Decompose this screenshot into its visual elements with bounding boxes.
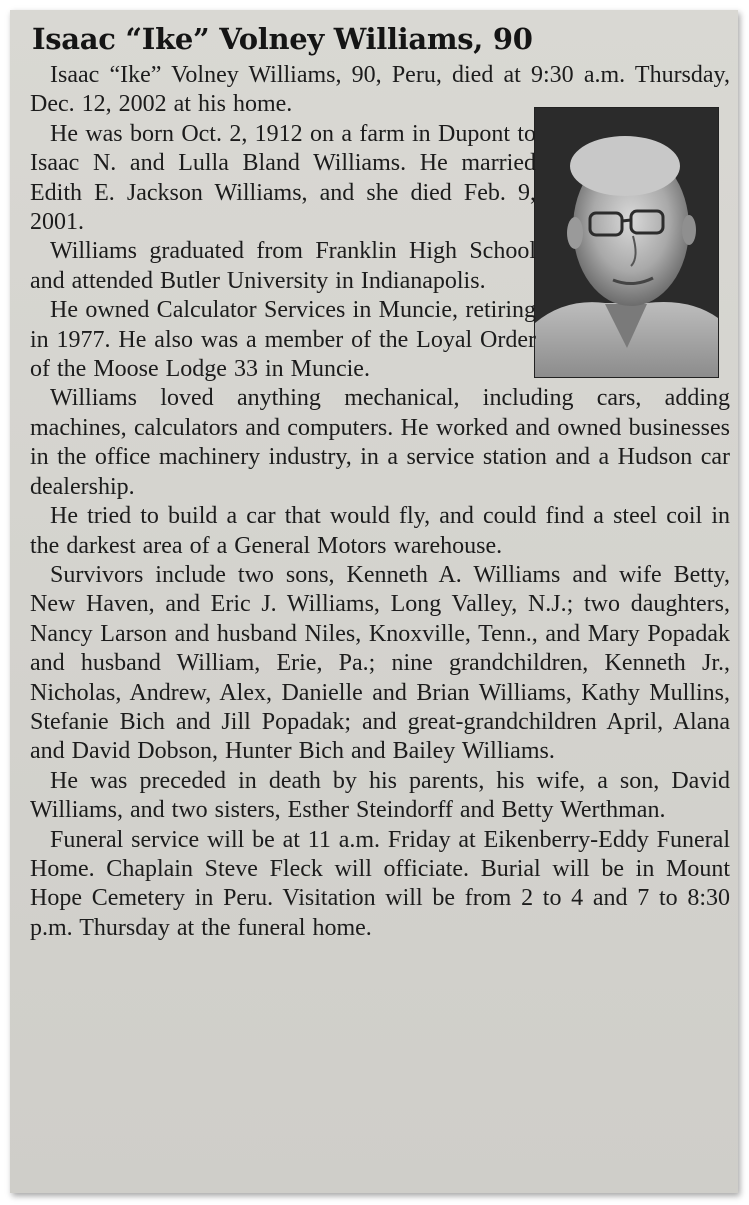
paragraph-text: He was born Oct. 2, 1912 on a farm in Dupont to Isaac N. and Lulla Bland Williams. He married Edith E. Jackson Williams, and she died Feb. 9, 2001.: [30, 120, 536, 236]
paragraph-preceded: [30, 767, 730, 826]
paragraph-text: Isaac “Ike” Volney Williams, 90, Peru, died at 9:30 a.m. Thursday, Dec. 12, 2002 at his home.: [30, 62, 730, 118]
paragraph-text: He was preceded in death by his parents, his wife, a son, David Williams, and two sisters, Esther Steindorff and Betty Werthman.: [30, 767, 730, 824]
paragraph-text: He tried to build a car that would fly, and could find a steel coil in the darkest area of a General Motors warehouse.: [30, 503, 730, 559]
paragraph-funeral: [30, 826, 730, 944]
paragraph-death-notice: [30, 61, 730, 120]
paragraph-anecdote: [30, 502, 730, 561]
paragraph-text: Funeral service will be at 11 a.m. Friday at Eikenberry-Eddy Funeral Home. Chaplain Steve Fleck will officiate. Burial will be in Mount Hope Cemetery in Peru. Visitation will be from 2 to 4 and 7 to 8:30 p.m. Thursday at the funeral home.: [30, 826, 730, 941]
paragraph-survivors: [30, 561, 730, 767]
paragraph-text: Survivors include two sons, Kenneth A. Williams and wife Betty, New Haven, and Eric J. Williams, Long Valley, N.J.; two daughters, Nancy Larson and husband Niles, Knoxville, Tenn., and Mary Popadak and husband William, Erie, Pa.; nine grandchildren, Kenneth Jr., Nicholas, Andrew, Alex, Danielle and Brian Williams, Kathy Mullins, Stefanie Bich and Jill Popadak; and great-grandchildren April, Alana and David Dobson, Hunter Bich and Bailey Williams.: [30, 561, 730, 765]
paragraph-career: [30, 296, 536, 384]
text-beside-photo: [30, 120, 536, 385]
paragraph-text: Williams loved anything mechanical, including cars, adding machines, calculators and computers. He worked and owned businesses in the office machinery industry, in a service station and a Hudson car dealership.: [30, 385, 730, 500]
paragraph-text: He owned Calculator Services in Muncie, retiring in 1977. He also was a member of the Loyal Order of the Moose Lodge 33 in Muncie.: [30, 297, 536, 383]
paragraph-education: [30, 237, 536, 296]
obituary-body: [30, 61, 730, 943]
obituary-headline: Isaac “Ike” Volney Williams, 90: [32, 22, 533, 56]
newspaper-clipping: [10, 10, 738, 1193]
paragraph-interests: [30, 384, 730, 502]
paragraph-text: Williams graduated from Franklin High School and attended Butler University in Indianapolis.: [30, 238, 536, 294]
paragraph-birth: [30, 120, 536, 238]
